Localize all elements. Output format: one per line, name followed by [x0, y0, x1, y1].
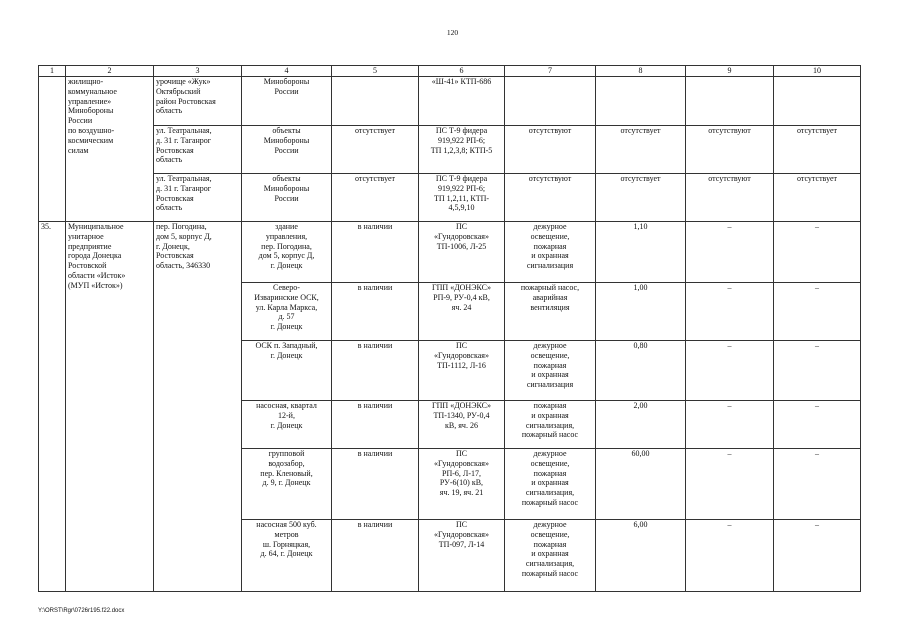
capacity-cell: 1,00 [596, 283, 686, 341]
page-number: 120 [446, 28, 459, 37]
value-cell: – [686, 222, 774, 283]
status-cell: отсутствует [332, 174, 419, 222]
object-cell: объекты Минобороны России [242, 174, 332, 222]
table-row [39, 77, 861, 126]
equipment-cell: дежурное освещение, пожарная и охранная сигнализация [505, 222, 596, 283]
column-number: 10 [774, 66, 861, 77]
power-source-cell: ПС «Гундоровская» ТП-097, Л-14 [419, 520, 505, 592]
status-cell: в наличии [332, 449, 419, 520]
object-cell: групповой водозабор, пер. Кленовый, д. 9, г. Донецк [242, 449, 332, 520]
column-number: 5 [332, 66, 419, 77]
column-number: 2 [66, 66, 154, 77]
column-number: 1 [39, 66, 66, 77]
object-cell: Северо- Изваринские ОСК, ул. Карла Маркса, д. 57 г. Донецк [242, 283, 332, 341]
column-number: 9 [686, 66, 774, 77]
object-cell: насосная 500 куб. метров ш. Горняцкая, д. 64, г. Донецк [242, 520, 332, 592]
address-cell: ул. Театральная, д. 31 г. Таганрог Ростовская область [154, 174, 242, 222]
value-cell [774, 77, 861, 126]
address-cell: пер. Погодина, дом 5, корпус Д, г. Донецк, Ростовская область, 346330 [154, 222, 242, 592]
status-cell: в наличии [332, 520, 419, 592]
object-cell: объекты Минобороны России [242, 126, 332, 174]
value-cell: – [686, 449, 774, 520]
value-cell [686, 77, 774, 126]
value-cell: отсутствует [774, 126, 861, 174]
capacity-cell: 2,00 [596, 401, 686, 449]
status-cell: отсутствует [332, 126, 419, 174]
equipment-cell: пожарный насос, аварийная вентиляция [505, 283, 596, 341]
status-cell: в наличии [332, 222, 419, 283]
power-source-cell: ГПП «ДОНЭКС» ТП-1340, РУ-0,4 кВ, яч. 26 [419, 401, 505, 449]
power-source-cell: ПС Т-9 фидера 919,922 РП-6; ТП 1,2,3,8; КТП-5 [419, 126, 505, 174]
row-number-cell [39, 77, 66, 222]
equipment-cell: пожарная и охранная сигнализация, пожарный насос [505, 401, 596, 449]
power-source-cell: ПС Т-9 фидера 919,922 РП-6; ТП 1,2,11, КТП- 4,5,9,10 [419, 174, 505, 222]
power-source-cell: ПС «Гундоровская» РП-6, Л-17, РУ-6(10) кВ, яч. 19, яч. 21 [419, 449, 505, 520]
object-cell: Минобороны России [242, 77, 332, 126]
equipment-cell: дежурное освещение, пожарная и охранная сигнализация, пожарный насос [505, 449, 596, 520]
value-cell: – [686, 401, 774, 449]
column-number: 4 [242, 66, 332, 77]
footer-file-path: Y:\ORST\Rgr\0726r195.f22.docx [38, 608, 125, 614]
column-number: 8 [596, 66, 686, 77]
power-source-cell: ПС «Гундоровская» ТП-1112, Л-16 [419, 341, 505, 401]
value-cell: – [774, 401, 861, 449]
object-cell: насосная, квартал 12-й, г. Донецк [242, 401, 332, 449]
value-cell: – [686, 283, 774, 341]
value-cell: отсутствуют [686, 126, 774, 174]
object-cell: ОСК п. Западный, г. Донецк [242, 341, 332, 401]
column-number: 6 [419, 66, 505, 77]
column-number: 7 [505, 66, 596, 77]
capacity-cell: отсутствует [596, 126, 686, 174]
facilities-table [38, 65, 861, 592]
equipment-cell: отсутствуют [505, 126, 596, 174]
status-cell: в наличии [332, 283, 419, 341]
table-row [39, 174, 861, 222]
value-cell: отсутствует [774, 174, 861, 222]
address-cell: ул. Театральная, д. 31 г. Таганрог Ростовская область [154, 126, 242, 174]
power-source-cell: ГПП «ДОНЭКС» РП-9, РУ-0,4 кВ, яч. 24 [419, 283, 505, 341]
value-cell: – [774, 520, 861, 592]
object-cell: здание управления, пер. Погодина, дом 5, корпус Д, г. Донецк [242, 222, 332, 283]
value-cell: – [774, 222, 861, 283]
address-cell: урочище «Жук» Октябрьский район Ростовская область [154, 77, 242, 126]
power-source-cell: «Ш-41» КТП-686 [419, 77, 505, 126]
capacity-cell: 60,00 [596, 449, 686, 520]
organization-cell: Муниципальное унитарное предприятие города Донецка Ростовской области «Исток» (МУП «Исток») [66, 222, 154, 592]
status-cell: в наличии [332, 401, 419, 449]
organization-cell: жилищно- коммунальное управление» Минобороны России по воздушно- космическим силам [66, 77, 154, 222]
capacity-cell: 1,10 [596, 222, 686, 283]
value-cell: отсутствуют [686, 174, 774, 222]
capacity-cell [596, 77, 686, 126]
column-number-header [39, 66, 861, 77]
status-cell: в наличии [332, 341, 419, 401]
value-cell: – [686, 520, 774, 592]
column-number: 3 [154, 66, 242, 77]
capacity-cell: 0,80 [596, 341, 686, 401]
power-source-cell: ПС «Гундоровская» ТП-1006, Л-25 [419, 222, 505, 283]
status-cell [332, 77, 419, 126]
table-row [39, 222, 861, 283]
equipment-cell [505, 77, 596, 126]
equipment-cell: отсутствуют [505, 174, 596, 222]
equipment-cell: дежурное освещение, пожарная и охранная сигнализация, пожарный насос [505, 520, 596, 592]
capacity-cell: отсутствует [596, 174, 686, 222]
value-cell: – [774, 449, 861, 520]
value-cell: – [774, 341, 861, 401]
table-row [39, 126, 861, 174]
value-cell: – [774, 283, 861, 341]
row-number-cell: 35. [39, 222, 66, 592]
equipment-cell: дежурное освещение, пожарная и охранная сигнализация [505, 341, 596, 401]
value-cell: – [686, 341, 774, 401]
capacity-cell: 6,00 [596, 520, 686, 592]
